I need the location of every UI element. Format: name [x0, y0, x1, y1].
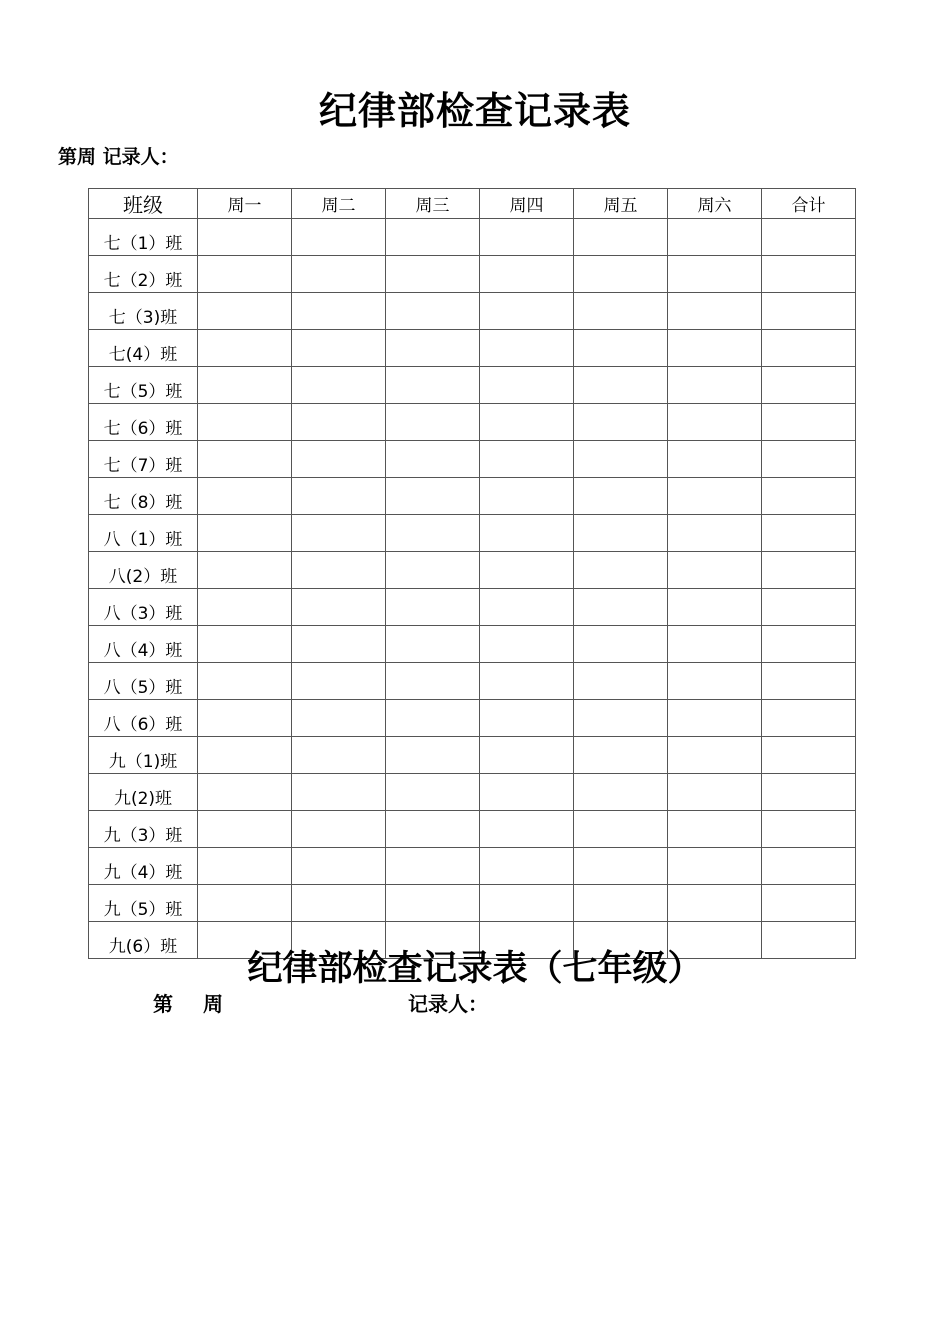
entry-cell[interactable]	[574, 552, 668, 589]
class-name-cell: 九(2)班	[89, 774, 198, 811]
entry-cell[interactable]	[386, 478, 480, 515]
entry-cell[interactable]	[762, 441, 856, 478]
class-name-cell: 八（3）班	[89, 589, 198, 626]
entry-cell[interactable]	[198, 404, 292, 441]
entry-cell[interactable]	[292, 256, 386, 293]
entry-cell[interactable]	[198, 737, 292, 774]
entry-cell[interactable]	[762, 811, 856, 848]
entry-cell[interactable]	[386, 441, 480, 478]
class-name-cell: 七（2）班	[89, 256, 198, 293]
entry-cell[interactable]	[480, 293, 574, 330]
entry-cell[interactable]	[386, 848, 480, 885]
class-name-cell: 七（8）班	[89, 478, 198, 515]
entry-cell[interactable]	[762, 626, 856, 663]
entry-cell[interactable]	[198, 219, 292, 256]
entry-cell[interactable]	[480, 663, 574, 700]
second-title: 纪律部检查记录表（七年级）	[247, 949, 703, 989]
entry-cell[interactable]	[574, 811, 668, 848]
column-header: 周三	[386, 189, 480, 219]
entry-cell[interactable]	[762, 256, 856, 293]
entry-cell[interactable]	[762, 478, 856, 515]
entry-cell[interactable]	[480, 885, 574, 922]
entry-cell[interactable]	[292, 700, 386, 737]
entry-cell[interactable]	[762, 589, 856, 626]
class-name-cell: 九(6）班	[89, 922, 198, 959]
table-row	[89, 293, 856, 330]
entry-cell[interactable]	[668, 256, 762, 293]
column-header: 班级	[89, 189, 198, 219]
entry-cell[interactable]	[668, 515, 762, 552]
entry-cell[interactable]	[762, 404, 856, 441]
entry-cell[interactable]	[198, 293, 292, 330]
entry-cell[interactable]	[198, 626, 292, 663]
entry-cell[interactable]	[668, 293, 762, 330]
entry-cell[interactable]	[480, 848, 574, 885]
recorder-label: 记录人：	[408, 992, 488, 1016]
entry-cell[interactable]	[386, 885, 480, 922]
entry-cell[interactable]	[292, 219, 386, 256]
class-name-cell: 七（5）班	[89, 367, 198, 404]
entry-cell[interactable]	[668, 737, 762, 774]
entry-cell[interactable]	[574, 589, 668, 626]
entry-cell[interactable]	[480, 441, 574, 478]
entry-cell[interactable]	[292, 478, 386, 515]
entry-cell[interactable]	[668, 552, 762, 589]
entry-cell[interactable]	[668, 774, 762, 811]
entry-cell[interactable]	[292, 848, 386, 885]
entry-cell[interactable]	[386, 256, 480, 293]
entry-cell[interactable]	[292, 774, 386, 811]
entry-cell[interactable]	[762, 700, 856, 737]
table-row	[89, 663, 856, 700]
entry-cell[interactable]	[480, 478, 574, 515]
class-name-cell: 七（6）班	[89, 404, 198, 441]
class-name-cell: 九（5）班	[89, 885, 198, 922]
entry-cell[interactable]	[198, 885, 292, 922]
entry-cell[interactable]	[198, 589, 292, 626]
entry-cell[interactable]	[574, 848, 668, 885]
class-name-cell: 八(2）班	[89, 552, 198, 589]
table-row	[89, 552, 856, 589]
entry-cell[interactable]	[668, 219, 762, 256]
entry-cell[interactable]	[386, 700, 480, 737]
entry-cell[interactable]	[480, 367, 574, 404]
class-name-cell: 八（6）班	[89, 700, 198, 737]
entry-cell[interactable]	[292, 330, 386, 367]
table-row	[89, 626, 856, 663]
class-name-cell: 九（4）班	[89, 848, 198, 885]
entry-cell[interactable]	[668, 848, 762, 885]
class-name-cell: 七（3)班	[89, 293, 198, 330]
class-name-cell: 七（7）班	[89, 441, 198, 478]
table-row	[89, 367, 856, 404]
entry-cell[interactable]	[386, 552, 480, 589]
class-name-cell: 七(4）班	[89, 330, 198, 367]
class-name-cell: 九（1)班	[89, 737, 198, 774]
table-row	[89, 774, 856, 811]
entry-cell[interactable]	[574, 367, 668, 404]
table-row	[89, 478, 856, 515]
table-row	[89, 811, 856, 848]
entry-cell[interactable]	[386, 219, 480, 256]
entry-cell[interactable]	[292, 367, 386, 404]
entry-cell[interactable]	[386, 367, 480, 404]
entry-cell[interactable]	[198, 256, 292, 293]
entry-cell[interactable]	[762, 330, 856, 367]
entry-cell[interactable]	[292, 404, 386, 441]
entry-cell[interactable]	[668, 367, 762, 404]
entry-cell[interactable]	[574, 663, 668, 700]
entry-cell[interactable]	[198, 663, 292, 700]
entry-cell[interactable]	[480, 404, 574, 441]
entry-cell[interactable]	[574, 700, 668, 737]
class-name-cell: 八（4）班	[89, 626, 198, 663]
column-header: 周五	[574, 189, 668, 219]
entry-cell[interactable]	[480, 700, 574, 737]
column-header: 合计	[762, 189, 856, 219]
entry-cell[interactable]	[292, 589, 386, 626]
entry-cell[interactable]	[574, 219, 668, 256]
entry-cell[interactable]	[574, 330, 668, 367]
inspection-table	[88, 188, 856, 959]
entry-cell[interactable]	[762, 219, 856, 256]
entry-cell[interactable]	[480, 256, 574, 293]
entry-cell[interactable]	[198, 848, 292, 885]
entry-cell[interactable]	[386, 293, 480, 330]
class-name-cell: 八（5）班	[89, 663, 198, 700]
entry-cell[interactable]	[574, 885, 668, 922]
column-header: 周四	[480, 189, 574, 219]
entry-cell[interactable]	[292, 885, 386, 922]
table-row	[89, 330, 856, 367]
entry-cell[interactable]	[292, 515, 386, 552]
entry-cell[interactable]	[198, 811, 292, 848]
entry-cell[interactable]	[762, 663, 856, 700]
entry-cell[interactable]	[386, 404, 480, 441]
entry-cell[interactable]	[668, 330, 762, 367]
entry-cell[interactable]	[574, 404, 668, 441]
entry-cell[interactable]	[292, 811, 386, 848]
entry-cell[interactable]	[480, 589, 574, 626]
entry-cell[interactable]	[668, 478, 762, 515]
entry-cell[interactable]	[198, 367, 292, 404]
entry-cell[interactable]	[668, 885, 762, 922]
entry-cell[interactable]	[762, 293, 856, 330]
entry-cell[interactable]	[668, 441, 762, 478]
entry-cell[interactable]	[480, 552, 574, 589]
week-label: 第周	[153, 992, 253, 1016]
table-row	[89, 589, 856, 626]
entry-cell[interactable]	[292, 441, 386, 478]
class-name-cell: 七（1）班	[89, 219, 198, 256]
entry-cell[interactable]	[480, 219, 574, 256]
entry-cell[interactable]	[762, 552, 856, 589]
entry-cell[interactable]	[386, 515, 480, 552]
entry-cell[interactable]	[386, 626, 480, 663]
entry-cell[interactable]	[480, 515, 574, 552]
entry-cell[interactable]	[198, 441, 292, 478]
entry-cell[interactable]	[292, 626, 386, 663]
entry-cell[interactable]	[574, 626, 668, 663]
entry-cell[interactable]	[668, 626, 762, 663]
entry-cell[interactable]	[292, 293, 386, 330]
entry-cell[interactable]	[198, 478, 292, 515]
entry-cell[interactable]	[386, 330, 480, 367]
entry-cell[interactable]	[386, 737, 480, 774]
entry-cell[interactable]	[480, 811, 574, 848]
entry-cell[interactable]	[480, 626, 574, 663]
entry-cell[interactable]	[198, 515, 292, 552]
entry-cell[interactable]	[386, 663, 480, 700]
entry-cell[interactable]	[762, 885, 856, 922]
entry-cell[interactable]	[574, 293, 668, 330]
entry-cell[interactable]	[480, 737, 574, 774]
entry-cell[interactable]	[762, 774, 856, 811]
column-header: 周一	[198, 189, 292, 219]
entry-cell[interactable]	[668, 811, 762, 848]
entry-cell[interactable]	[574, 478, 668, 515]
entry-cell[interactable]	[198, 330, 292, 367]
entry-cell[interactable]	[292, 737, 386, 774]
table-row	[89, 848, 856, 885]
table-row	[89, 219, 856, 256]
entry-cell[interactable]	[762, 515, 856, 552]
table-row	[89, 404, 856, 441]
entry-cell[interactable]	[574, 737, 668, 774]
entry-cell[interactable]	[574, 256, 668, 293]
entry-cell[interactable]	[762, 367, 856, 404]
column-header: 周六	[668, 189, 762, 219]
table-row	[89, 700, 856, 737]
table-row	[89, 885, 856, 922]
table-row	[89, 515, 856, 552]
week-recorder-line: 第周 记录人：	[58, 146, 179, 168]
column-header: 周二	[292, 189, 386, 219]
entry-cell[interactable]	[668, 404, 762, 441]
page-title: 纪律部检查记录表	[318, 89, 631, 133]
entry-cell[interactable]	[668, 700, 762, 737]
class-name-cell: 八（1）班	[89, 515, 198, 552]
entry-cell[interactable]	[386, 774, 480, 811]
entry-cell[interactable]	[574, 515, 668, 552]
entry-cell[interactable]	[480, 774, 574, 811]
class-name-cell: 九（3）班	[89, 811, 198, 848]
entry-cell[interactable]	[198, 552, 292, 589]
entry-cell[interactable]	[574, 774, 668, 811]
entry-cell[interactable]	[574, 441, 668, 478]
entry-cell[interactable]	[292, 552, 386, 589]
entry-cell[interactable]	[386, 811, 480, 848]
entry-cell[interactable]	[386, 589, 480, 626]
entry-cell[interactable]	[762, 848, 856, 885]
entry-cell[interactable]	[198, 774, 292, 811]
entry-cell[interactable]	[668, 663, 762, 700]
table-row	[89, 441, 856, 478]
table-row	[89, 256, 856, 293]
entry-cell[interactable]	[480, 330, 574, 367]
table-row	[89, 737, 856, 774]
entry-cell[interactable]	[668, 589, 762, 626]
entry-cell[interactable]	[198, 700, 292, 737]
entry-cell[interactable]	[292, 663, 386, 700]
entry-cell[interactable]	[762, 737, 856, 774]
header-row	[89, 189, 856, 219]
